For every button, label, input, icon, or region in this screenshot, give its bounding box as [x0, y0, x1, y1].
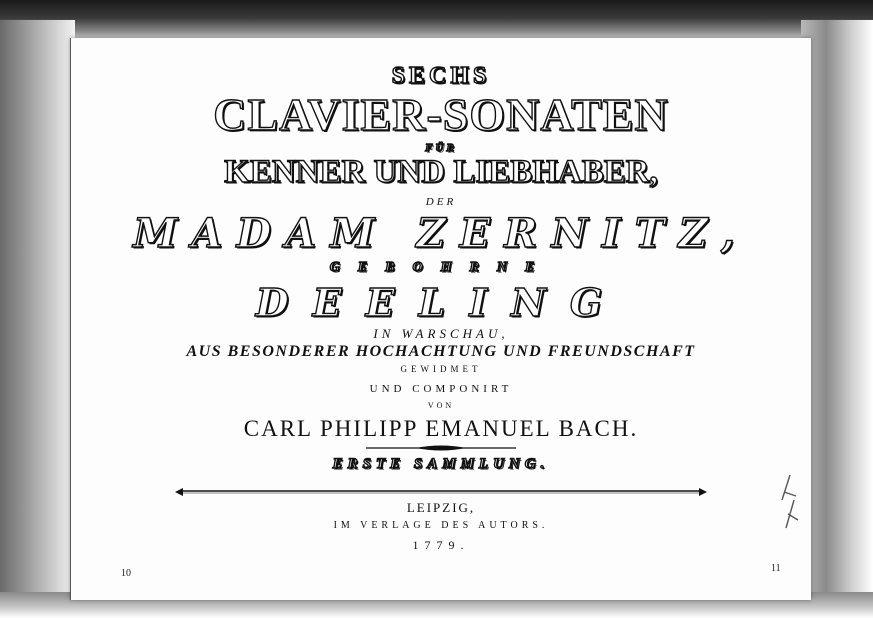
subtitle: KENNER UND LIEBHABER, [224, 154, 658, 190]
dedicatee-name: MADAM ZERNITZ, [133, 210, 749, 257]
publisher-city: LEIPZIG, [406, 500, 476, 515]
title-line-gebohrne: GEBOHRNE [329, 260, 553, 275]
dedicatee-maiden-name: DEELING [255, 280, 627, 325]
title-line-fur: FÜR [425, 142, 457, 154]
publisher-line: IM VERLAGE DES AUTORS. [333, 520, 549, 531]
collection-label: ERSTE SAMMLUNG. [332, 456, 550, 472]
wide-ornament-rule [71, 486, 811, 496]
title-line-gewidmet: GEWIDMET [400, 364, 482, 374]
title-line-sechs: SECHS [391, 63, 491, 89]
title-line-componirt: UND COMPONIRT [369, 383, 513, 395]
composer-name: CARL PHILIPP EMANUEL BACH. [243, 416, 639, 441]
dedication-line: AUS BESONDERER HOCHACHTUNG UND FREUNDSCHAFT [186, 343, 696, 360]
title-line-warschau: IN WARSCHAU, [373, 326, 509, 341]
title-page [70, 38, 811, 600]
main-title: CLAVIER-SONATEN [213, 89, 669, 140]
scan-shadow-top [0, 0, 873, 40]
publication-year: 1779. [412, 538, 470, 552]
scan-shadow-right [801, 20, 873, 618]
page-number-right: 11 [771, 563, 781, 574]
page-number-left: 10 [121, 568, 131, 579]
handwritten-mark [770, 470, 810, 540]
small-ornament-rule [71, 443, 811, 453]
scan-shadow-left [0, 20, 75, 618]
title-line-von: VON [427, 401, 455, 410]
title-line-der: DER [425, 196, 457, 208]
